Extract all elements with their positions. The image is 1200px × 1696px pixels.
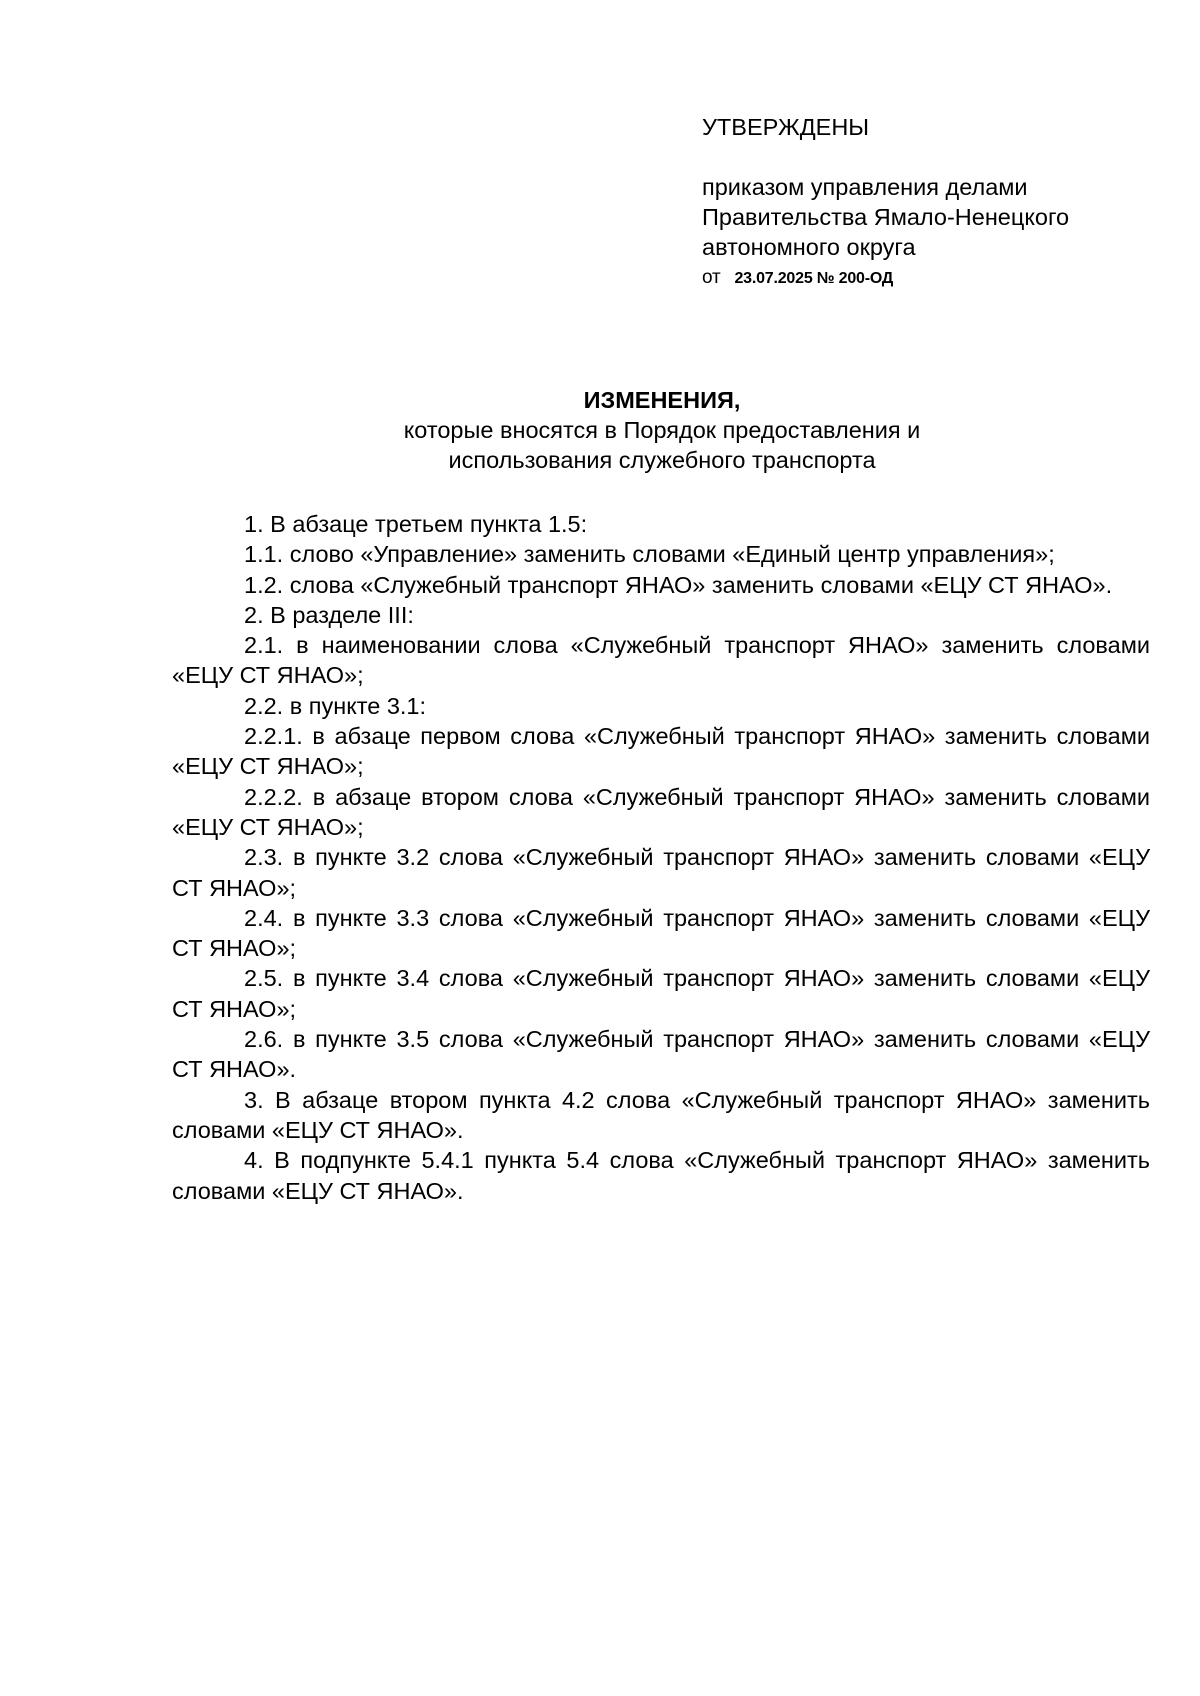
amendment-paragraph: 2.1. в наименовании слова «Служебный транспорт ЯНАО» заменить словами «ЕЦУ СТ ЯНАО»; [172, 632, 1150, 689]
amendment-paragraph: 2. В разделе III: [244, 601, 414, 628]
amendment-paragraph: 2.2. в пункте 3.1: [244, 692, 427, 719]
order-date-number [702, 266, 1142, 291]
document-body [172, 509, 1150, 1206]
amendment-paragraph: 2.3. в пункте 3.2 слова «Служебный транспорт ЯНАО» заменить словами «ЕЦУ СТ ЯНАО»; [172, 844, 1150, 901]
approval-title: УТВЕРЖДЕНЫ [702, 114, 870, 140]
document-heading [172, 385, 1152, 475]
document-subtitle-line: которые вносятся в Порядок предоставления и [403, 417, 921, 443]
document-title: ИЗМЕНЕНИЯ, [583, 387, 741, 413]
order-issuer-line: автономного округа [702, 234, 916, 260]
order-prefix: от [702, 267, 721, 288]
amendment-paragraph: 2.6. в пункте 3.5 слова «Служебный транспорт ЯНАО» заменить словами «ЕЦУ СТ ЯНАО». [172, 1026, 1150, 1083]
order-number-value: 23.07.2025 № 200-ОД [734, 270, 894, 287]
order-issuer-line: приказом управления делами [702, 174, 1028, 200]
amendment-paragraph: 3. В абзаце втором пункта 4.2 слова «Служебный транспорт ЯНАО» заменить словами «ЕЦУ СТ ЯНАО». [172, 1086, 1150, 1143]
amendment-paragraph: 2.4. в пункте 3.3 слова «Служебный транспорт ЯНАО» заменить словами «ЕЦУ СТ ЯНАО»; [172, 904, 1150, 962]
amendment-paragraph: 1. В абзаце третьем пункта 1.5: [244, 511, 588, 537]
amendment-paragraph: 4. В подпункте 5.4.1 пункта 5.4 слова «Служебный транспорт ЯНАО» заменить словами «ЕЦУ СТ ЯНАО». [172, 1147, 1150, 1204]
amendment-paragraph: 1.1. слово «Управление» заменить словами «Единый центр управления»; [244, 541, 1055, 568]
approval-block [702, 112, 1142, 291]
amendment-paragraph: 1.2. слова «Служебный транспорт ЯНАО» заменить словами «ЕЦУ СТ ЯНАО». [244, 571, 1113, 598]
amendment-paragraph: 2.5. в пункте 3.4 слова «Служебный транспорт ЯНАО» заменить словами «ЕЦУ СТ ЯНАО»; [172, 965, 1150, 1022]
amendment-paragraph: 2.2.1. в абзаце первом слова «Служебный транспорт ЯНАО» заменить словами «ЕЦУ СТ ЯНАО»; [172, 723, 1150, 780]
amendment-paragraph: 2.2.2. в абзаце втором слова «Служебный транспорт ЯНАО» заменить словами «ЕЦУ СТ ЯНАО»; [172, 783, 1150, 840]
order-issuer-line: Правительства Ямало-Ненецкого [702, 204, 1070, 230]
document-subtitle-line: использования служебного транспорта [448, 447, 876, 473]
